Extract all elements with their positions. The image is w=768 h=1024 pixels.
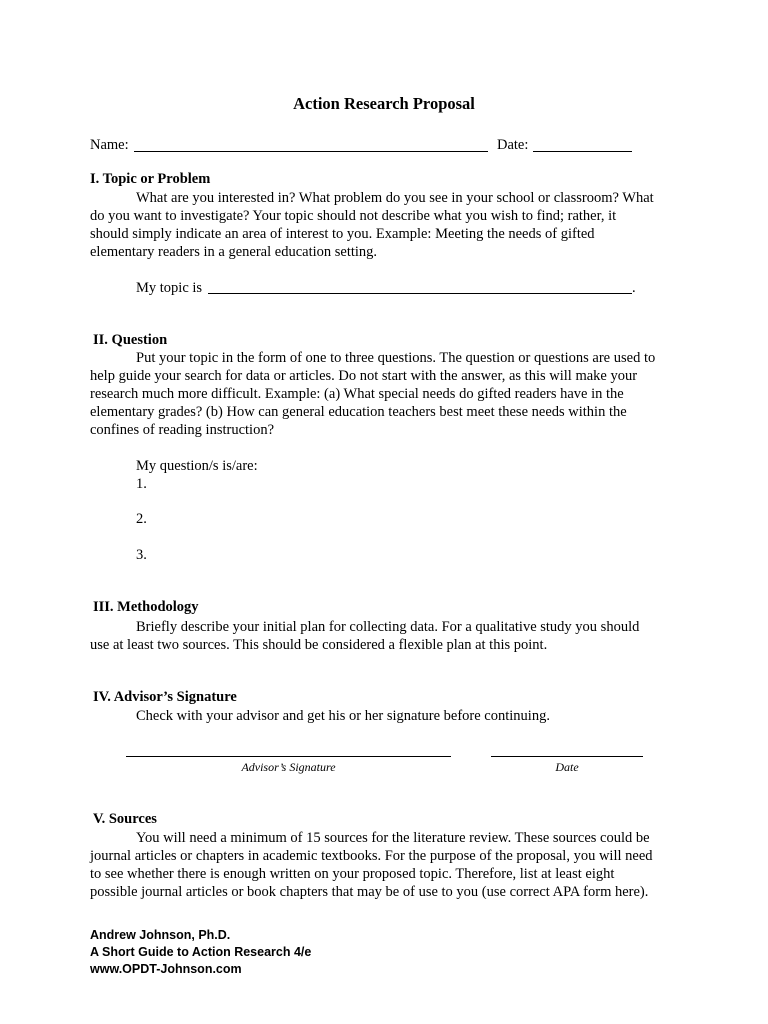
- paragraph-line: Briefly describe your initial plan for collecting data. For a qualitative study you should: [136, 619, 640, 635]
- paragraph-line: research much more difficult. Example: (a) What special needs do gifted readers have in the: [90, 386, 624, 402]
- paragraph-line: Check with your advisor and get his or her signature before continuing.: [136, 708, 550, 724]
- sources-description: [90, 829, 680, 901]
- question-description: [90, 349, 680, 439]
- paragraph-line: use at least two sources. This should be considered a flexible plan at this point.: [90, 637, 548, 653]
- paragraph-line: elementary readers in a general education setting.: [90, 244, 378, 260]
- signature-description: [90, 707, 680, 725]
- paragraph-line: should simply indicate an area of interest to you. Example: Meeting the needs of gifted: [90, 226, 595, 242]
- advisor-signature-caption: Advisor’s Signature: [241, 760, 336, 774]
- name-label: Name:: [90, 137, 129, 153]
- section-heading-sources: V. Sources: [93, 811, 157, 827]
- paragraph-line: confines of reading instruction?: [90, 422, 275, 438]
- footer-website: www.OPDT-Johnson.com: [90, 962, 242, 976]
- date-field[interactable]: [533, 151, 632, 152]
- topic-description: [90, 189, 680, 261]
- date-label: Date:: [497, 137, 529, 153]
- signature-date-caption: Date: [555, 760, 579, 774]
- paragraph-line: Put your topic in the form of one to three questions. The question or questions are used to: [136, 350, 656, 366]
- question-item-3: 3.: [136, 547, 147, 563]
- footer-book-title: A Short Guide to Action Research 4/e: [90, 945, 312, 959]
- question-item-1: 1.: [136, 476, 147, 492]
- name-field[interactable]: [134, 151, 488, 152]
- question-item-2: 2.: [136, 511, 147, 527]
- paragraph-line: possible journal articles or book chapters that may be of use to you (use correct APA form here).: [90, 884, 649, 900]
- footer-author: Andrew Johnson, Ph.D.: [90, 928, 231, 942]
- section-heading-question: II. Question: [93, 332, 168, 348]
- section-heading-signature: IV. Advisor’s Signature: [93, 689, 237, 705]
- paragraph-line: to see whether there is enough written on your proposed topic. Therefore, list at least eight: [90, 866, 615, 882]
- paragraph-line: You will need a minimum of 15 sources for the literature review. These sources could be: [136, 830, 650, 846]
- paragraph-line: journal articles or chapters in academic textbooks. For the purpose of the proposal, you will need: [90, 848, 653, 864]
- topic-prompt: My topic is: [136, 280, 203, 296]
- section-heading-topic: I. Topic or Problem: [90, 171, 211, 187]
- paragraph-line: help guide your search for data or articles. Do not start with the answer, as this will make your: [90, 368, 638, 384]
- advisor-signature-field[interactable]: [126, 756, 451, 757]
- section-heading-methodology: III. Methodology: [93, 599, 199, 615]
- paragraph-line: do you want to investigate? Your topic should not describe what you wish to find; rather, it: [90, 208, 617, 224]
- topic-field[interactable]: [208, 293, 632, 294]
- page-title: Action Research Proposal: [293, 94, 475, 113]
- topic-prompt-period: .: [632, 280, 636, 296]
- paragraph-line: elementary grades? (b) How can general education teachers best meet these needs within the: [90, 404, 627, 420]
- question-prompt: My question/s is/are:: [136, 458, 258, 474]
- paragraph-line: What are you interested in? What problem do you see in your school or classroom? What: [136, 190, 654, 206]
- signature-date-field[interactable]: [491, 756, 643, 757]
- methodology-description: [90, 618, 680, 654]
